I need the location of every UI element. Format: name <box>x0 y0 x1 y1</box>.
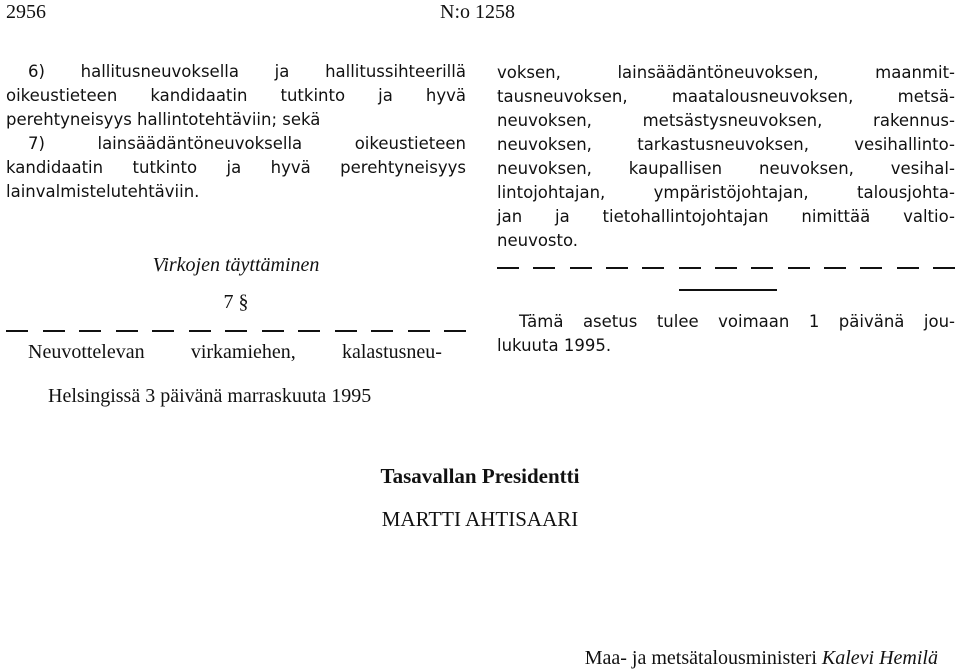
word: voksen, <box>497 63 561 82</box>
word: oikeustieteen <box>354 134 466 153</box>
word: neuvosto. <box>497 231 579 250</box>
word: ja <box>226 158 242 177</box>
text-line <box>497 133 955 157</box>
word: 6) <box>28 62 45 81</box>
word: perehtyneisyys hallintotehtäviin; sekä <box>6 110 321 129</box>
word: maanmit- <box>875 63 955 82</box>
word: ja <box>274 62 290 81</box>
word: valtio- <box>903 207 955 226</box>
minister-title: Maa- ja metsätalousministeri <box>584 647 817 669</box>
word: neuvoksen, <box>497 135 592 154</box>
word: Neuvottelevan <box>28 341 145 363</box>
word: virkamiehen, <box>190 341 296 363</box>
word: nimittää <box>801 207 871 226</box>
word: 1 <box>808 312 820 331</box>
word: neuvoksen, <box>758 159 854 178</box>
section-number: 7 § <box>223 291 249 313</box>
word: tulee <box>656 312 699 331</box>
text-line <box>497 85 955 109</box>
word: oikeustieteen <box>6 86 118 105</box>
text-line <box>6 60 466 84</box>
word: päivänä <box>838 312 905 331</box>
separator-rule <box>679 289 777 291</box>
section-heading: Virkojen täyttäminen <box>152 254 320 276</box>
omission-dashes <box>497 267 955 269</box>
issue-number: N:o 1258 <box>440 1 515 23</box>
text-line <box>497 334 611 358</box>
word: talousjohta- <box>856 183 955 202</box>
word: metsästysneuvoksen, <box>642 111 823 130</box>
text-line <box>6 108 320 132</box>
word: ja <box>555 207 570 226</box>
word: asetus <box>582 312 638 331</box>
word: neuvoksen, <box>497 159 592 178</box>
text-line <box>497 109 955 133</box>
text-line <box>497 229 578 253</box>
president-title: Tasavallan Presidentti <box>380 464 580 488</box>
word: jan <box>497 207 523 226</box>
word: tutkinto <box>280 86 346 105</box>
word: jou- <box>923 312 955 331</box>
word: tietohallintojohtajan <box>602 207 769 226</box>
word: 7) <box>28 134 45 153</box>
word: lainvalmistelutehtäviin. <box>6 182 200 201</box>
president-name: MARTTI AHTISAARI <box>381 507 579 531</box>
word: kaupallisen <box>628 159 723 178</box>
word: vesihallinto- <box>854 135 955 154</box>
word: kalastusneu- <box>342 341 442 363</box>
word: metsä- <box>897 87 955 106</box>
word: hyvä <box>425 86 466 105</box>
word: lukuuta 1995. <box>497 336 612 355</box>
word: kandidaatin <box>150 86 248 105</box>
word: ja <box>378 86 393 105</box>
text-line <box>6 180 199 204</box>
text-line <box>497 61 955 85</box>
word: lainsäädäntöneuvoksen, <box>617 63 819 82</box>
word: hallitussihteerillä <box>325 62 466 81</box>
word: lintojohtajan, <box>497 183 606 202</box>
word: hyvä <box>270 158 311 177</box>
place-date: Helsingissä 3 päivänä marraskuuta 1995 <box>48 385 372 407</box>
word: voimaan <box>718 312 790 331</box>
text-line <box>497 310 955 334</box>
word: neuvoksen, <box>497 111 592 130</box>
word: hallitusneuvoksella <box>80 62 239 81</box>
word: tutkinto <box>132 158 198 177</box>
text-line <box>6 340 442 364</box>
word: Tämä <box>519 312 564 331</box>
page-number: 2956 <box>6 1 46 23</box>
word: ympäristöjohtajan, <box>653 183 809 202</box>
text-line <box>497 157 955 181</box>
word: tausneuvoksen, <box>497 87 628 106</box>
text-line <box>6 84 466 108</box>
word: lainsäädäntöneuvoksella <box>97 134 303 153</box>
word: perehtyneisyys <box>340 158 466 177</box>
text-line <box>6 156 466 180</box>
word: tarkastusneuvoksen, <box>637 135 810 154</box>
word: maatalousneuvoksen, <box>671 87 854 106</box>
word: kandidaatin <box>6 158 104 177</box>
minister-signature <box>585 646 938 670</box>
text-line <box>497 205 955 229</box>
word: rakennus- <box>873 111 955 130</box>
text-line <box>6 132 466 156</box>
omission-dashes <box>6 330 466 332</box>
text-line <box>497 181 955 205</box>
word: vesihal- <box>890 159 955 178</box>
minister-name: Kalevi Hemilä <box>821 647 938 669</box>
